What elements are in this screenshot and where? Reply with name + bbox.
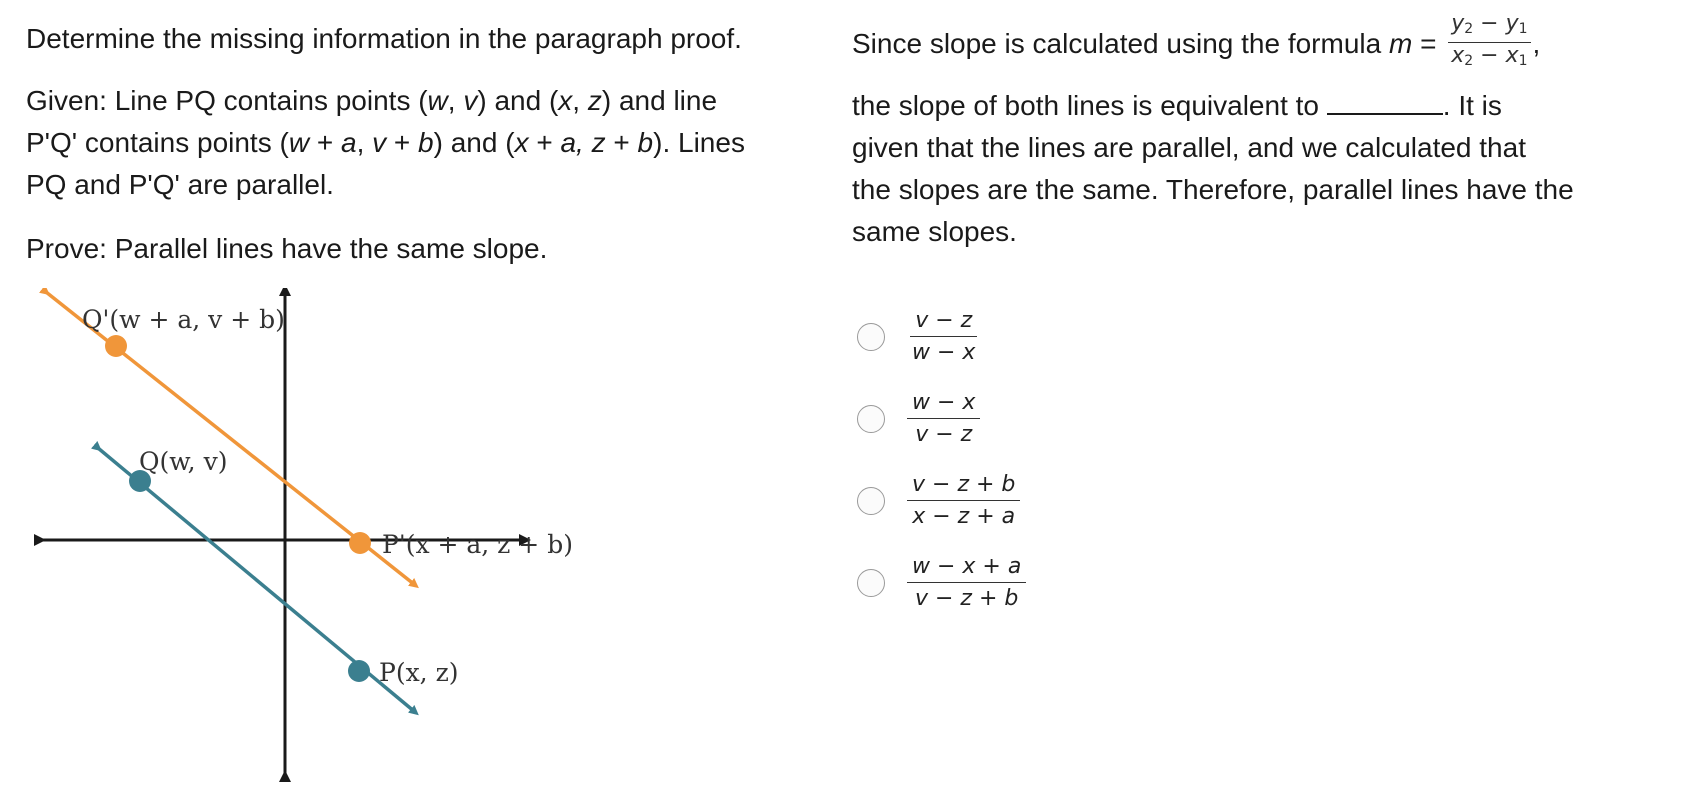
option-fraction: $\frac{w - x + a}{v - z + b}$ bbox=[907, 553, 1026, 613]
prove-text: Prove: Parallel lines have the same slope. bbox=[26, 233, 548, 264]
proof-line-formula: Since slope is calculated using the formula m = $\frac{y_2 - y_1}{x_2 - x_1}$ , bbox=[852, 18, 1652, 73]
label-q-prime: Q'(w + a, v + b) bbox=[82, 305, 285, 334]
radio-button[interactable] bbox=[857, 323, 885, 351]
answer-option-4[interactable] bbox=[857, 542, 1026, 624]
radio-button[interactable] bbox=[857, 405, 885, 433]
label-q: Q(w, v) bbox=[139, 447, 228, 476]
slope-formula: $\frac{y_2 - y_1}{x_2 - x_1}$ bbox=[1448, 12, 1530, 73]
option-fraction: $\frac{v - z + b}{x - z + a}$ bbox=[907, 471, 1020, 531]
point-q-prime bbox=[105, 335, 127, 357]
point-p bbox=[348, 660, 370, 682]
point-p-prime bbox=[349, 532, 371, 554]
label-p-prime: P'(x + a, z + b) bbox=[382, 530, 573, 559]
proof-text-body: the slope of both lines is equivalent to . It is given that the lines are parallel, and we calculated that the slopes are the same. Therefore, parallel lines have the same slopes. bbox=[852, 90, 1574, 247]
option-fraction: $\frac{w - x}{v - z}$ bbox=[907, 389, 980, 449]
label-p: P(x, z) bbox=[379, 658, 459, 687]
parallel-lines-graph bbox=[20, 288, 580, 788]
answer-options bbox=[857, 296, 1026, 624]
radio-button[interactable] bbox=[857, 569, 885, 597]
instruction-text: Determine the missing information in the paragraph proof. bbox=[26, 23, 742, 54]
radio-button[interactable] bbox=[857, 487, 885, 515]
answer-blank bbox=[1327, 89, 1443, 115]
answer-option-2[interactable] bbox=[857, 378, 1026, 460]
question-panel bbox=[26, 18, 816, 270]
answer-option-1[interactable] bbox=[857, 296, 1026, 378]
proof-panel bbox=[852, 11, 1652, 253]
given-text: Given: Line PQ contains points (w, v) and (x, z) and line P'Q' contains points (w + a, v + b) and (x + a, z + b). Lines PQ and P'Q' are parallel. bbox=[26, 85, 745, 200]
option-fraction: $\frac{v - z}{w - x}$ bbox=[912, 308, 976, 365]
answer-option-3[interactable] bbox=[857, 460, 1026, 542]
